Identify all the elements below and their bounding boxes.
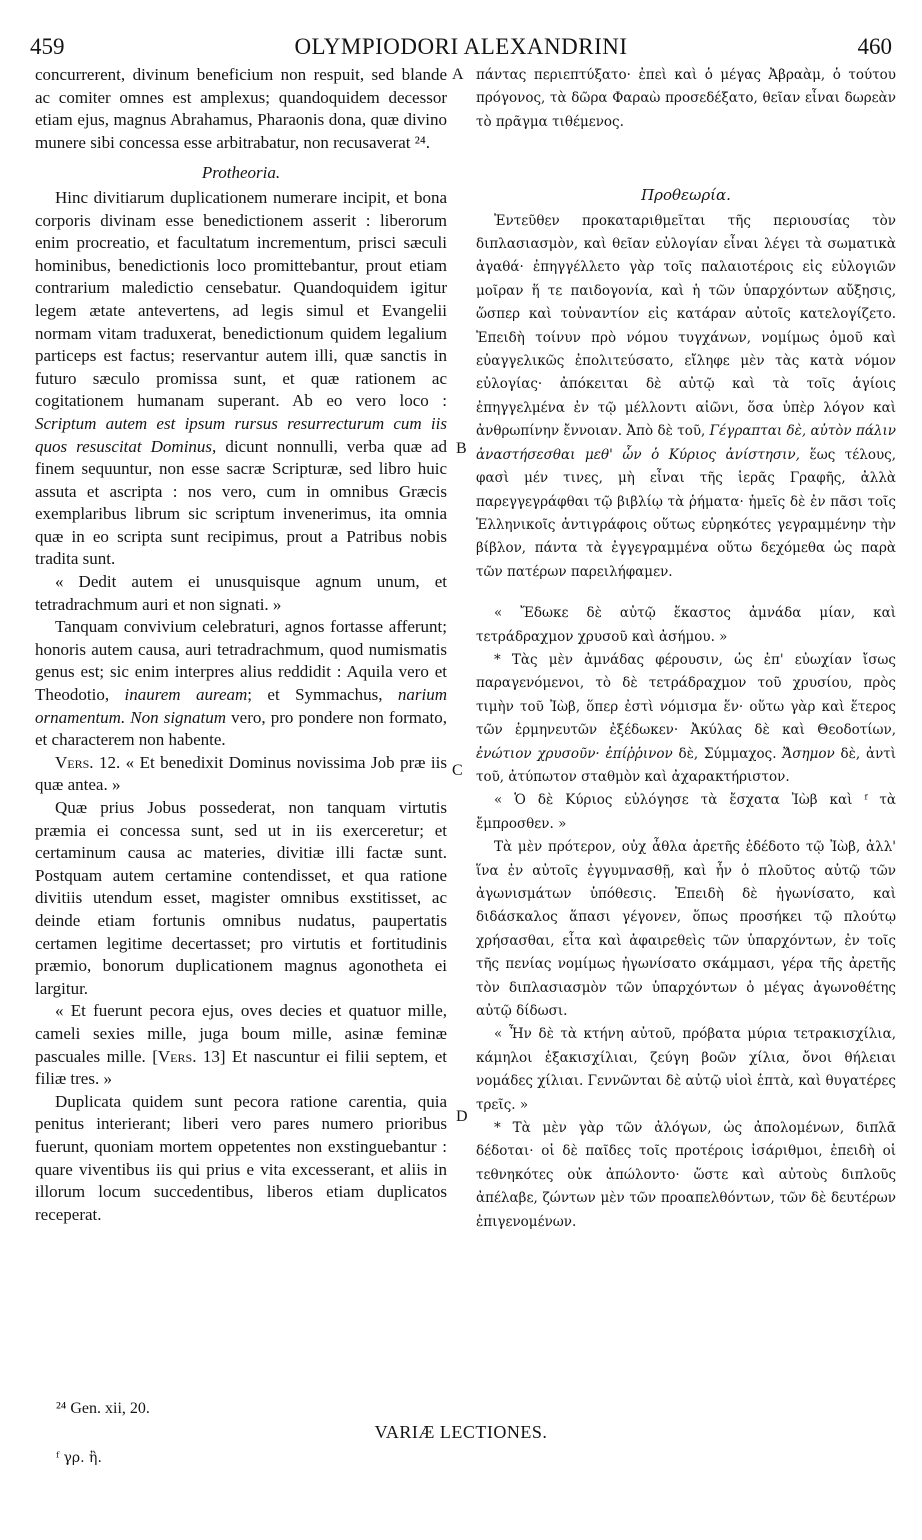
greek-verse-quote: « Ἦν δὲ τὰ κτήνη αὐτοῦ, πρόβατα μύρια τετρακισχίλια, κάμηλοι ἑξακισχίλιαι, ζεύγη βοῶν χίλια, ὄνοι θήλειαι νομάδες χίλιαι. Γεννῶνται δὲ αὐτῷ υἱοὶ ἑπτὰ, καὶ θυγατέρες τρεῖς. »	[476, 1026, 896, 1113]
greek-verse-quote: « Ἔδωκε δὲ αὐτῷ ἕκαστος ἀμνάδα μίαν, καὶ τετράδραχμον χρυσοῦ καὶ ἀσήμου. »	[476, 605, 896, 645]
latin-section-heading: Protheoria.	[201, 163, 281, 183]
latin-paragraph: Hinc divitiarum duplicationem numerare incipit, et bona corporis divinam esse benedictionem asserit : liberorum enim procreatio, et facultatum incrementum, prisci sæculi hominibus, benedictionis loco promittebantur, prout etiam contrarium maledictio censebatur. Quandoquidem igitur legem ætate antevertens, ad legis simul et Evangelii normam vitam traduxerat, benedictionum quidem legalium particeps est factus; reservantur autem illi, quæ sanctis in futuro sæculo promissa sunt, et quæ rationem ac cogitationem humanam superant. Ab eo vero loco : Scriptum autem est ipsum rursus resurrecturum cum iis quos resuscitat Dominus, dicunt nonnulli, verba quæ ad finem sequuntur, non esse sacræ Scripturæ, sed libro huic assuta et ascripta : nos vero, cum in omnibus Græcis exemplaribus librum sic scriptum invenerimus, ita omnia quæ in eo scripta sunt recipimus, prout a Patribus nobis tradita sunt.	[35, 187, 447, 569]
latin-verse-quote: Vers. 12. « Et benedixit Dominus novissima Job præ iis quæ antea. »	[35, 752, 447, 795]
margin-letter-a: A	[452, 66, 464, 83]
latin-verse-quote: « Et fuerunt pecora ejus, oves decies et quatuor mille, cameli sexies mille, juga boum mille, asinæ feminæ pascuales mille. [Vers. 13] Et nascuntur ei filii septem, et filiæ tres. »	[35, 1001, 447, 1089]
latin-paragraph: concurrerent, divinum beneficium non respuit, sed blande ac comiter omnes est amplexus; quandoquidem decessor etiam ejus, magnus Abrahamus, Pharaonis dona, quæ divino munere sibi concessa esse arbitrabatur, non recusaverat ²⁴.	[35, 65, 447, 152]
greek-paragraph: * Τὰς μὲν ἀμνάδας φέρουσιν, ὡς ἐπ' εὐωχίαν ἴσως παραγενόμενοι, τὸ δὲ τετράδραχμον τοῦ χρυσίου, πρὸς τιμὴν τοῦ Ἰὼβ, ὅπερ ἐστὶ νόμισμα ἕν· οὕτω γὰρ καὶ ἕτερος τῶν ἑρμηνευτῶν ἐξέδωκεν· Ἀκύλας δὲ καὶ Θεοδοτίων, ἐνώτιον χρυσοῦν· ἐπίῤῥινον δὲ, Σύμμαχος. Ἄσημον δὲ, ἀντὶ τοῦ, ἀτύπωτον σταθμὸν καὶ ἀχαρακτήριστον.	[476, 651, 897, 785]
greek-verse-quote: « Ὁ δὲ Κύριος εὐλόγησε τὰ ἔσχατα Ἰὼβ καὶ ᶠ τὰ ἔμπροσθεν. »	[476, 792, 896, 832]
greek-section-heading: Προθεωρία.	[641, 186, 731, 205]
page-title: OLYMPIODORI ALEXANDRINI	[294, 34, 628, 59]
page-number-right: 460	[857, 34, 892, 59]
footnote: ᶠ γρ. ἢ.	[56, 1450, 102, 1466]
greek-paragraph: Ἐντεῦθεν προκαταριθμεῖται τῆς περιουσίας τὸν διπλασιασμὸν, καὶ θεῖαν εὐλογίαν εἶναι λέγει τὰ σωματικὰ ἀγαθά· ἐπηγγέλλετο γὰρ τοῖς παλαιοτέροις εἰς εὐλογιῶν μοῖραν ἥ τε παιδογονία, καὶ ἡ τῶν ὑπαρχόντων αὔξησις, ὥσπερ καὶ τοὐναντίον εἰς κατάραν αὐτοῖς κατελογίζετο. Ἐπειδὴ τοίνυν πρὸ νόμου τυγχάνων, νομίμως ὁμοῦ καὶ εὐαγγελικῶς ἐπολιτεύσατο, εἴληφε μὲν τὰς κατὰ νόμον εὐλογίας· ἀπόκειται δὲ αὐτῷ καὶ τὰ τοῖς ἁγίοις ἐπηγγελμένα ἐν τῷ μέλλοντι αἰῶνι, ὅσα ὑπὲρ λόγον καὶ ἀνθρωπίνην ἔννοιαν. Ἀπὸ δὲ τοῦ, Γέγραπται δὲ, αὐτὸν πάλιν ἀναστήσεσθαι μεθ' ὧν ὁ Κύριος ἀνίστησιν, ἕως τέλους, φασὶ μέν τινες, μὴ εἶναι τῆς ἱερᾶς Γραφῆς, ἀλλὰ παρεγγεγράφθαι τῷ βιβλίῳ τὰ ῥήματα· ἡμεῖς δὲ ἐν πᾶσι τοῖς Ἑλληνικοῖς ἀντιγράφοις οὕτως εὑρηκότες γεγραμμένην τὴν βίβλον, πάντα τὰ ἐγγεγραμμένα οὕτω δεχόμεθα ὡς παρὰ τῶν πατέρων παρειλήφαμεν.	[476, 212, 897, 580]
latin-column	[35, 64, 447, 1226]
latin-paragraph: Quæ prius Jobus possederat, non tanquam virtutis præmia ei concessa sunt, sed ut in iis exerceretur; et certaminum causa ac materies, divitiæ illi factæ sunt. Postquam autem certamine contendisset, et qua ratione divitiis utendum esset, magister omnibus exstitisset, ac deinde etiam fortunis omnibus nudatus, paupertatis certamen legitime decertasset; pro virtutis et fortitudinis præmio, bonorum duplicationem magnus agonotheta ei largitur.	[35, 798, 447, 998]
latin-verse-quote: « Dedit autem ei unusquisque agnum unum, et tetradrachmum auri et non signati. »	[35, 572, 447, 614]
margin-letter-c: C	[452, 762, 463, 779]
greek-paragraph: Τὰ μὲν πρότερον, οὐχ ἆθλα ἀρετῆς ἐδέδοτο τῷ Ἰὼβ, ἀλλ' ἵνα ἐν αὐτοῖς ἐγγυμνασθῇ, καὶ ἦν ὁ πλοῦτος αὐτῷ τῶν ἀγωνισμάτων ὑπόθεσις. Ἐπειδὴ δὲ ἠγωνίσατο, καὶ διδάσκαλος ἅπασι γέγονεν, ὅπως προσήκει τῷ πλούτῳ χρήσασθαι, εἶτα καὶ ἀφαιρεθεὶς τῶν ὑπαρχόντων, ἐν τοῖς τῆς πενίας νομίμως ἠγωνίσατο σκάμμασι, γέρα τῆς ἀρετῆς τὸν διπλασιασμὸν τῶν ὑπαρχόντων ὁ μέγας ἀγωνοθέτης αὐτῷ δίδωσι.	[476, 839, 896, 1020]
margin-letter-d: D	[456, 1108, 468, 1125]
greek-column	[476, 64, 896, 1234]
variae-lectiones-heading: VARIÆ LECTIONES.	[374, 1422, 548, 1442]
page-number-left: 459	[30, 34, 65, 59]
footnote: ²⁴ Gen. xii, 20.	[56, 1400, 150, 1417]
greek-paragraph: πάντας περιεπτύξατο· ἐπεὶ καὶ ὁ μέγας Ἀβραὰμ, ὁ τούτου πρόγονος, τὰ δῶρα Φαραὼ προσεδέξατο, θεῖαν εἶναι δωρεὰν τὸ πρᾶγμα τιθέμενος.	[476, 67, 896, 130]
latin-paragraph: Duplicata quidem sunt pecora ratione carentia, quia penitus interierant; liberi vero pares numero prioribus fuerunt, quoniam mortem oppetentes non exstinguebantur : quare viventibus iis qui prius e vita excesserant, et aliis in illorum locum succedentibus, liberos etiam duplicatos receperat.	[35, 1091, 447, 1224]
running-header	[30, 34, 892, 66]
latin-paragraph: Tanquam convivium celebraturi, agnos fortasse afferunt; honoris autem causa, auri tetradrachmum, quod numismatis genus est; sic enim interpres alius reddidit : Aquila vero et Theodotio, inaurem auream; et Symmachus, narium ornamentum. Non signatum vero, pro pondere non formato, et characterem non habente.	[35, 617, 447, 750]
greek-paragraph: * Τὰ μὲν γὰρ τῶν ἀλόγων, ὡς ἀπολομένων, διπλᾶ δέδοται· οἱ δὲ παῖδες τοῖς προτέροις ἰσάριθμοι, ἐπειδὴ οἱ τεθνηκότες οὐκ ἀπώλοντο· ὥστε καὶ αὐτοὺς διπλοῦς ἀπέλαβε, ζώντων μὲν τῶν προαπελθόντων, τῶν δὲ δευτέρων ἐπιγενομένων.	[476, 1120, 896, 1230]
margin-letter-b: B	[456, 440, 467, 457]
